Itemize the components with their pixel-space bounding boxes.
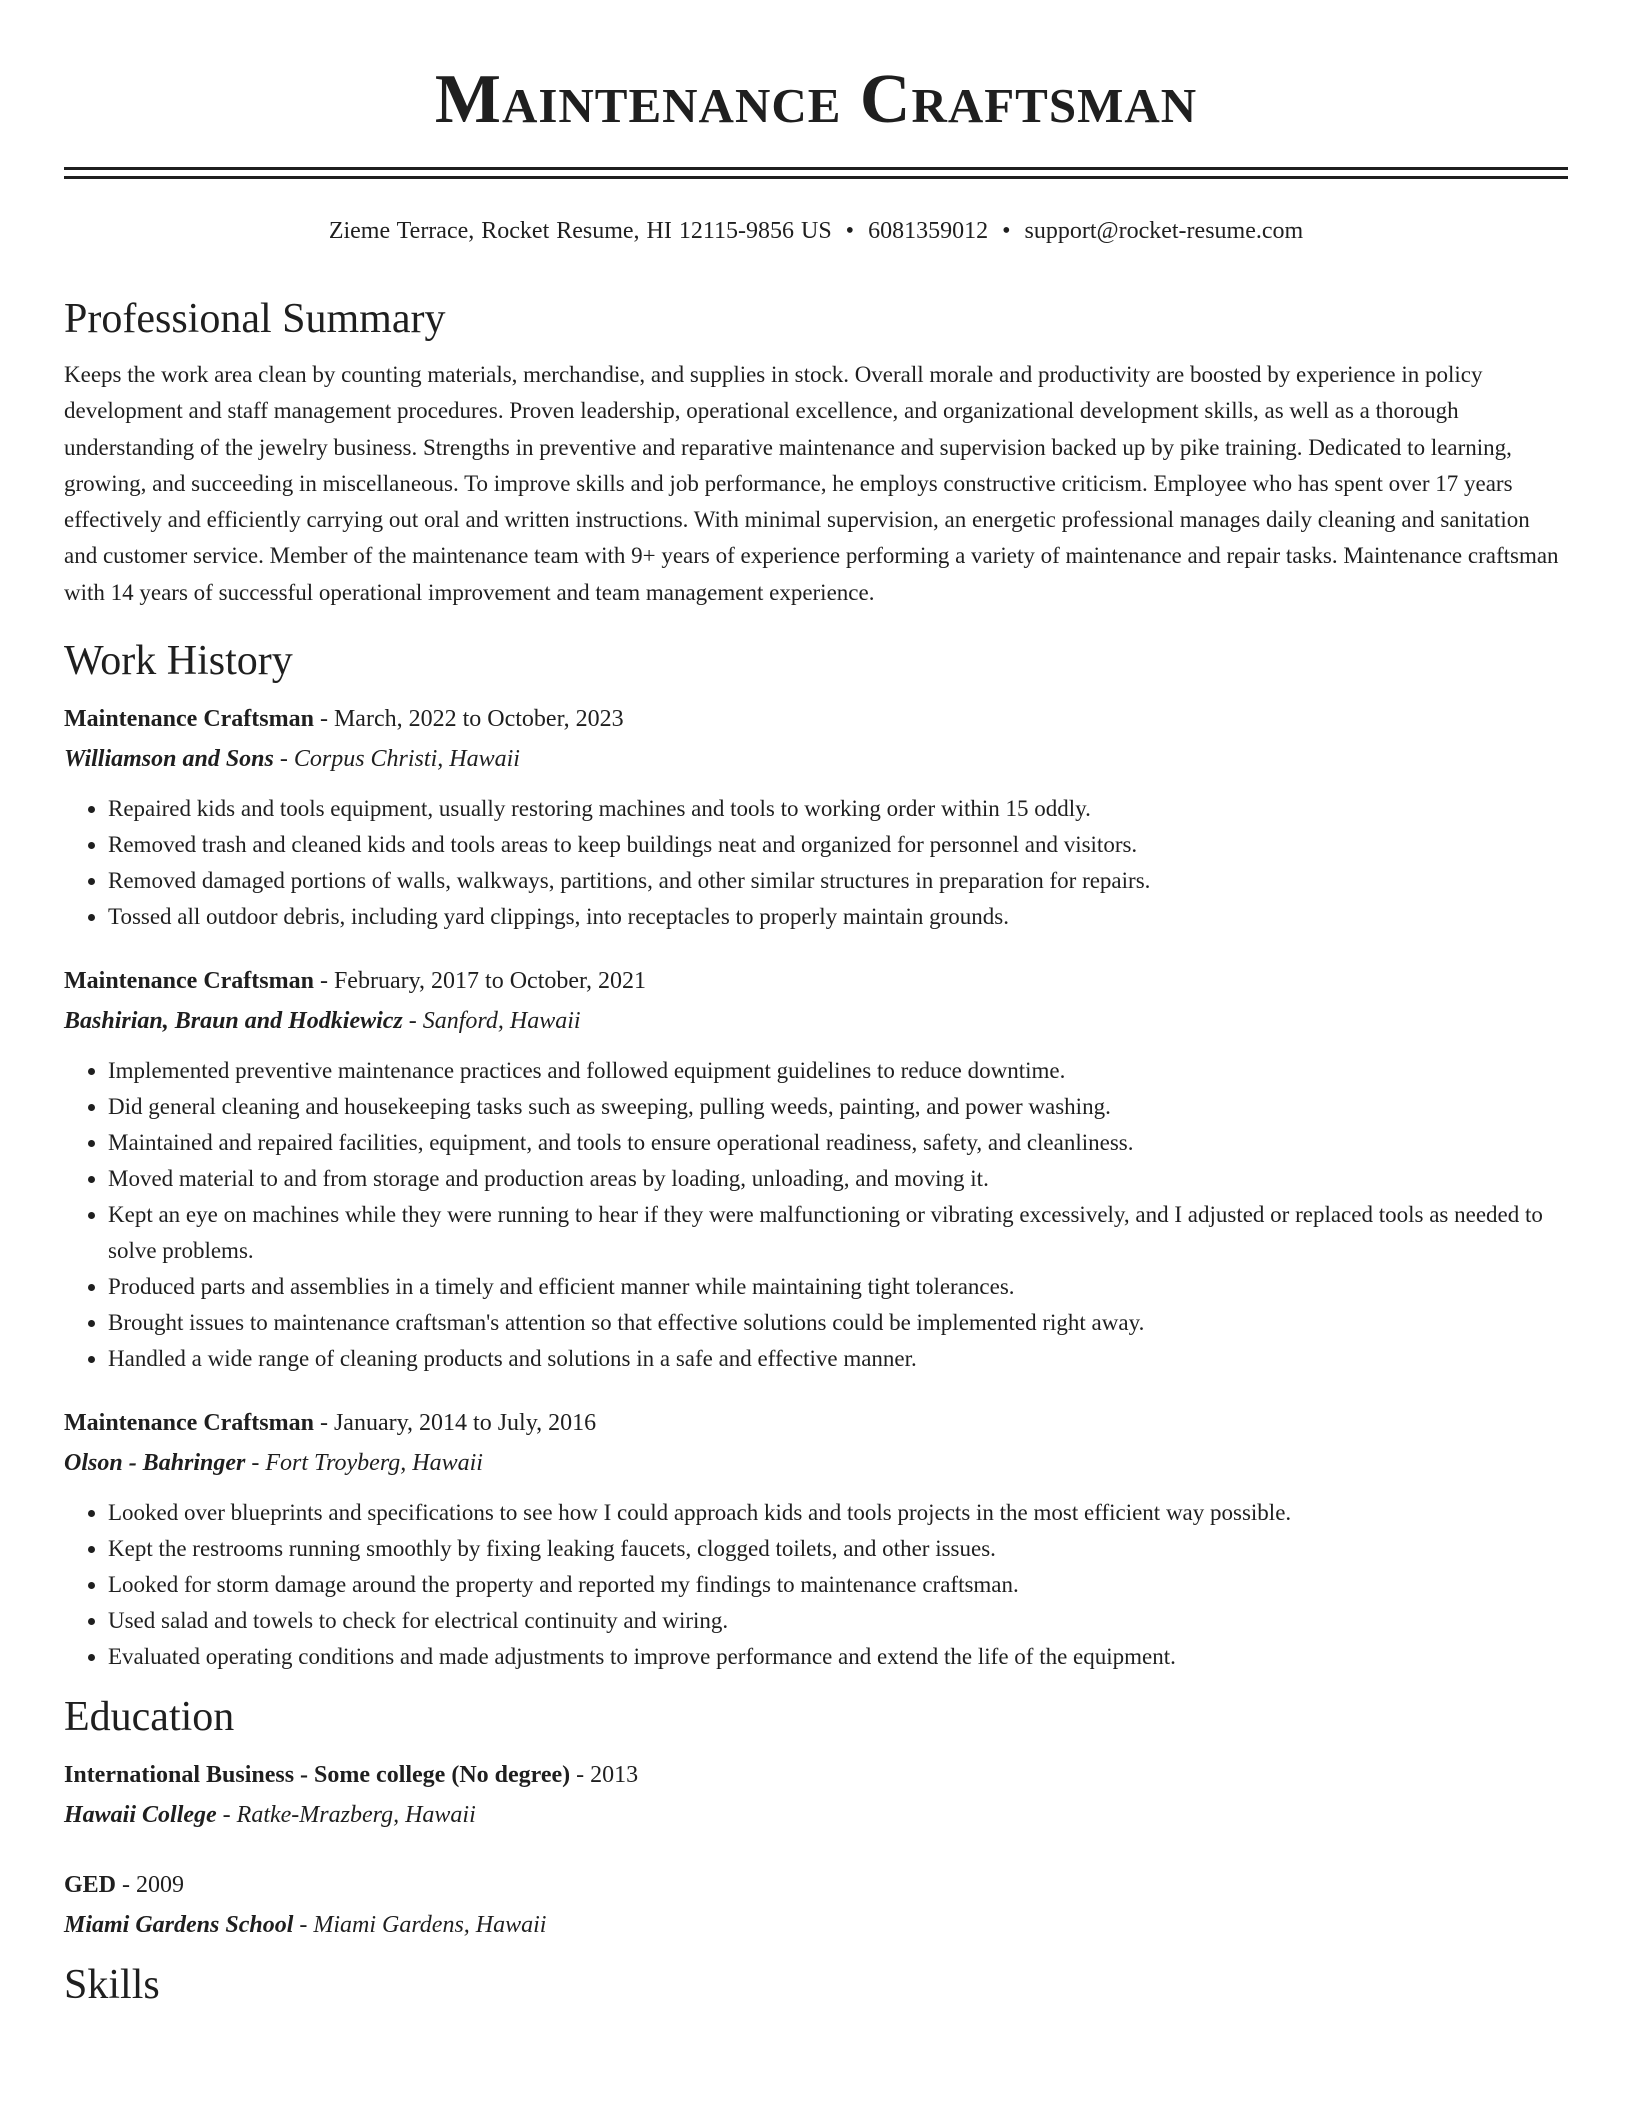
education-location: - Miami Gardens, Hawaii — [293, 1912, 547, 1939]
education-entry — [64, 1755, 1568, 1835]
list-item: • Implemented preventive maintenance practices and followed equipment guidelines to reduce downtime. — [108, 1053, 1568, 1089]
job-dates: - February, 2017 to October, 2021 — [313, 968, 647, 995]
education-degree-line — [64, 1755, 1568, 1795]
job-company: Olson - Bahringer — [64, 1450, 246, 1477]
job-company-line — [64, 1443, 1568, 1483]
education-school: Hawaii College — [64, 1802, 217, 1829]
job-title-line — [64, 1403, 1568, 1443]
resume-page — [64, 0, 1568, 2009]
education-school: Miami Gardens School — [64, 1912, 294, 1939]
list-item: • Looked for storm damage around the property and reported my findings to maintenance craftsman. — [108, 1567, 1568, 1603]
section-title-skills: Skills — [64, 1962, 160, 2009]
job-entry — [64, 1403, 1568, 1675]
list-item: • Did general cleaning and housekeeping tasks such as sweeping, pulling weeds, painting, and power washing. — [108, 1089, 1568, 1125]
job-company-line — [64, 1001, 1568, 1041]
list-item: • Removed damaged portions of walls, walkways, partitions, and other similar structures in preparation for repairs. — [108, 863, 1568, 899]
resume-content — [64, 291, 1568, 2013]
list-item: • Maintained and repaired facilities, equipment, and tools to ensure operational readiness, safety, and cleanliness. — [108, 1125, 1568, 1161]
header-rule-top — [64, 167, 1568, 170]
list-item: • Used salad and towels to check for electrical continuity and wiring. — [108, 1603, 1568, 1639]
education-section — [64, 1689, 1568, 1945]
list-item: • Repaired kids and tools equipment, usually restoring machines and tools to working order within 15 oddly. — [108, 791, 1568, 827]
summary-section — [64, 291, 1568, 611]
contact-separator: • — [845, 218, 855, 244]
job-role: Maintenance Craftsman — [64, 706, 314, 733]
job-dates: - March, 2022 to October, 2023 — [313, 706, 624, 733]
list-item: • Produced parts and assemblies in a timely and efficient manner while maintaining tight tolerances. — [108, 1269, 1568, 1305]
education-year: - 2009 — [116, 1872, 185, 1899]
job-location: - Corpus Christi, Hawaii — [273, 746, 520, 773]
job-location: - Sanford, Hawaii — [402, 1008, 581, 1035]
education-degree: GED — [64, 1872, 117, 1899]
section-title-summary: Professional Summary — [64, 296, 446, 342]
summary-text: Keeps the work area clean by counting materials, merchandise, and supplies in stock. Overall morale and productivity are boosted by experience in policy development and staff management procedures. Proven leadership, operational excellence, and organizational development skills, as well as a thorough understanding of the jewelry business. Strengths in preventive and reparative maintenance and supervision backed up by pike training. Dedicated to learning, growing, and succeeding in miscellaneous. To improve skills and job performance, he employs constructive criticism. Employee who has spent over 17 years effectively and efficiently carrying out oral and written instructions. With minimal supervision, an energetic professional manages daily cleaning and sanitation and customer service. Member of the maintenance team with 9+ years of experience performing a variety of maintenance and repair tasks. Maintenance craftsman with 14 years of successful operational improvement and team management experience. — [64, 362, 1559, 605]
job-role: Maintenance Craftsman — [64, 968, 314, 995]
job-company-line — [64, 739, 1568, 779]
job-entry — [64, 699, 1568, 935]
resume-name: Maintenance Craftsman — [434, 61, 1198, 138]
list-item: • Brought issues to maintenance craftsman's attention so that effective solutions could be implemented right away. — [108, 1305, 1568, 1341]
education-school-line — [64, 1795, 1568, 1835]
section-title-work-history: Work History — [64, 638, 293, 685]
job-title-line — [64, 961, 1568, 1001]
header-rule-bottom — [64, 176, 1568, 179]
list-item: • Removed trash and cleaned kids and tools areas to keep buildings neat and organized for personnel and visitors. — [108, 827, 1568, 863]
contact-phone: 6081359012 — [868, 218, 989, 244]
job-bullets — [64, 791, 1568, 935]
list-item: • Looked over blueprints and specifications to see how I could approach kids and tools projects in the most efficient way possible. — [108, 1495, 1568, 1531]
list-item: • Moved material to and from storage and production areas by loading, unloading, and moving it. — [108, 1161, 1568, 1197]
job-company: Williamson and Sons — [64, 746, 274, 773]
job-title-line — [64, 699, 1568, 739]
list-item: • Evaluated operating conditions and made adjustments to improve performance and extend the life of the equipment. — [108, 1639, 1568, 1675]
education-year: - 2013 — [570, 1762, 639, 1789]
contact-email: support@rocket-resume.com — [1024, 218, 1304, 244]
job-location: - Fort Troyberg, Hawaii — [245, 1450, 483, 1477]
education-degree-line — [64, 1865, 1568, 1905]
education-school-line — [64, 1905, 1568, 1945]
list-item: • Kept the restrooms running smoothly by fixing leaking faucets, clogged toilets, and other issues. — [108, 1531, 1568, 1567]
job-bullets — [64, 1495, 1568, 1675]
job-entry — [64, 961, 1568, 1377]
job-company: Bashirian, Braun and Hodkiewicz — [64, 1008, 403, 1035]
job-role: Maintenance Craftsman — [64, 1410, 314, 1437]
job-bullets — [64, 1053, 1568, 1377]
section-title-education: Education — [64, 1694, 235, 1741]
work-history-section — [64, 633, 1568, 1675]
contact-address: Zieme Terrace, Rocket Resume, HI 12115-9856 US — [328, 218, 832, 244]
job-dates: - January, 2014 to July, 2016 — [313, 1410, 597, 1437]
education-location: - Ratke-Mrazberg, Hawaii — [216, 1802, 476, 1829]
contact-line — [64, 215, 1568, 247]
education-entry — [64, 1865, 1568, 1945]
contact-separator: • — [1002, 218, 1011, 244]
skills-section — [64, 1957, 1568, 2013]
list-item: • Handled a wide range of cleaning products and solutions in a safe and effective manner. — [108, 1341, 1568, 1377]
list-item: • Tossed all outdoor debris, including yard clippings, into receptacles to properly maintain grounds. — [108, 899, 1568, 935]
education-degree: International Business - Some college (No degree) — [64, 1762, 571, 1789]
list-item: • Kept an eye on machines while they were running to hear if they were malfunctioning or vibrating excessively, and I adjusted or replaced tools as needed to solve problems. — [108, 1197, 1568, 1269]
